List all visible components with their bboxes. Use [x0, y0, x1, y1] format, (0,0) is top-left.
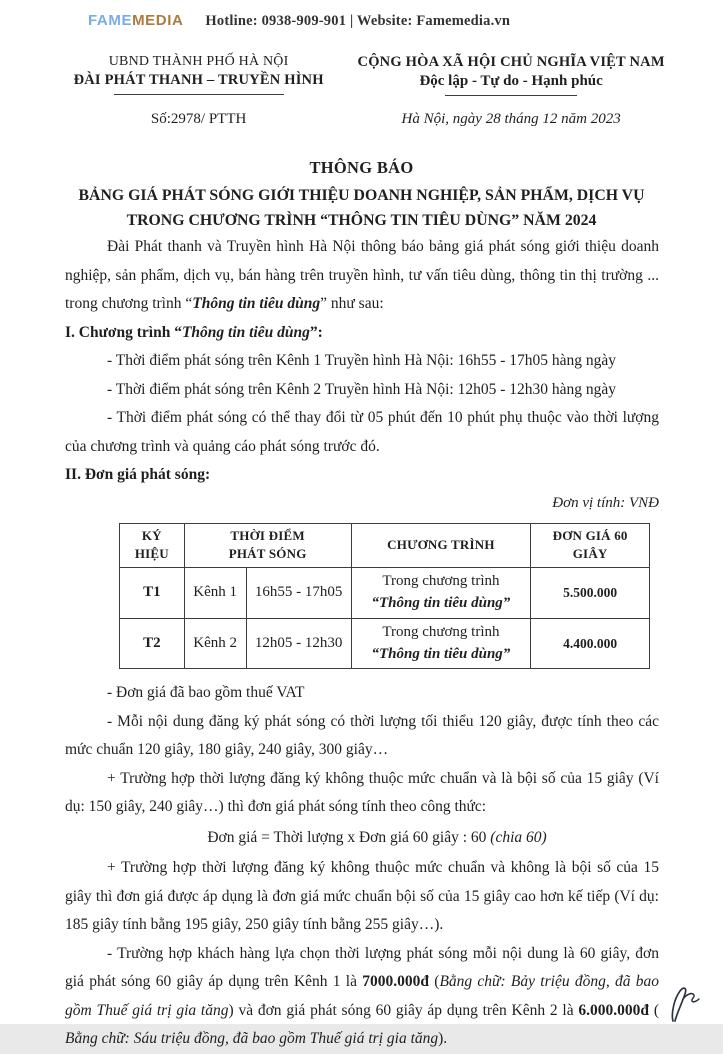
cell-program-t2-l2: “Thông tin tiêu dùng” [371, 645, 511, 662]
famemedia-logo [88, 12, 183, 29]
cell-code-t1: T1 [120, 568, 185, 619]
section2-heading: II. Đơn giá phát sóng: [65, 466, 211, 484]
cell-program-t1-l1: Trong chương trình [382, 573, 500, 590]
signature-mark [666, 984, 708, 1024]
note-vat: - Đơn giá đã bao gồm thuế VAT [107, 684, 305, 702]
org-parent: UBND THÀNH PHỐ HÀ NỘI [108, 54, 289, 69]
col-header-program: CHƯƠNG TRÌNH [351, 523, 531, 568]
schedule-item-note: - Thời điểm phát sóng có thể thay đổi từ 05 phút đến 10 phút phụ thuộc vào thời lượng của chương trình và quảng cáo phát sóng trước đó. [65, 409, 659, 455]
document-title [0, 158, 723, 233]
note-not-multiple-of-15: + Trường hợp thời lượng đăng ký không thuộc mức chuẩn và không là bội số của 15 giây thì đơn giá được áp dụng là đơn giá mức chuẩn bội số của 15 giây cao hơn kế tiếp (Ví dụ: 185 giây tính bằng 195 giây, 250 giây tính bằng 255 giây…). [65, 859, 659, 934]
col-header-broadcast-time [184, 523, 351, 568]
section1-heading-start: I. Chương trình “ [65, 323, 182, 341]
program-name-highlight: Thông tin tiêu dùng [192, 295, 321, 313]
cell-price-t2: 4.400.000 [531, 618, 650, 669]
letterhead [0, 54, 723, 128]
cell-program-t1-l2: “Thông tin tiêu dùng” [371, 595, 511, 612]
note-60s-pricing [65, 940, 659, 1054]
note-60s-words-channel2: Bằng chữ: Sáu triệu đồng, đã bao gồm Thuế giá trị gia tăng [65, 1030, 439, 1048]
col-header-broadcast-time-l1: THỜI ĐIỂM [230, 527, 305, 543]
currency-unit-note: Đơn vị tính: VNĐ [552, 495, 659, 511]
col-header-symbol: KÝ HIỆU [120, 523, 185, 568]
org-name: ĐÀI PHÁT THANH – TRUYỀN HÌNH [73, 72, 324, 88]
price-formula-main: Đơn giá = Thời lượng x Đơn giá 60 giây : 60 [207, 828, 491, 846]
title-subject [0, 184, 723, 233]
note-60s-price-channel1: 7000.000đ [362, 973, 429, 991]
col-header-broadcast-time-l2: PHÁT SÓNG [228, 546, 307, 562]
logo-text-media: MEDIA [132, 12, 184, 29]
price-table [119, 523, 650, 670]
title-line1: BẢNG GIÁ PHÁT SÓNG GIỚI THIỆU DOANH NGHIỆP, SẢN PHẨM, DỊCH VỤ [78, 187, 645, 205]
table-row-t1 [120, 568, 650, 619]
cell-program-t2 [351, 618, 531, 669]
col-header-price: ĐƠN GIÁ 60 GIÂY [531, 523, 650, 568]
note-60s-text2: ) và đơn giá phát sóng 60 giây áp dụng trên Kênh 2 là [228, 1001, 579, 1019]
cell-program-t2-l1: Trong chương trình [382, 623, 500, 640]
note-60s-price-channel2: 6.000.000đ [578, 1001, 650, 1019]
document-body [0, 233, 723, 1054]
title-label: THÔNG BÁO [309, 158, 414, 178]
note-60s-words-channel1: Bằng chữ: Bảy triệu đồng, đã bao gồm Thuế giá trị gia tăng [65, 973, 659, 1019]
price-formula [95, 824, 659, 853]
note-60s-paren1: ( [429, 973, 440, 991]
org-divider [114, 94, 284, 95]
intro-text: Đài Phát thanh và Truyền hình Hà Nội thông báo bảng giá phát sóng giới thiệu doanh nghiệp, sản phẩm, dịch vụ, bán hàng trên truyền hình, tư vấn tiêu dùng, thông tin thị trường ... trong chương trình “ [65, 238, 659, 313]
logo-text-fame: FAME [88, 12, 133, 29]
document-number: Số:2978/ PTTH [150, 111, 247, 128]
cell-time-t2: 12h05 - 12h30 [246, 618, 351, 669]
section1-heading-end: ”: [309, 323, 323, 341]
note-min-duration: - Mỗi nội dung đăng ký phát sóng có thời lượng tối thiểu 120 giây, được tính theo các mức chuẩn 120 giây, 180 giây, 240 giây, 300 giây… [65, 712, 659, 759]
section1-heading [65, 319, 659, 348]
title-line2: TRONG CHƯƠNG TRÌNH “THÔNG TIN TIÊU DÙNG” NĂM 2024 [126, 211, 597, 229]
note-multiple-of-15: + Trường hợp thời lượng đăng ký không thuộc mức chuẩn và là bội số của 15 giây (Ví dụ: 150 giây, 240 giây…) thì đơn giá phát sóng tính theo công thức: [65, 769, 659, 816]
contact-line: Hotline: 0938-909-901 | Website: Famemedia.vn [205, 13, 511, 29]
cell-channel-t2: Kênh 2 [184, 618, 246, 669]
national-motto-line1: CỘNG HÒA XÃ HỘI CHỦ NGHĨA VIỆT NAM [357, 54, 665, 70]
cell-channel-t1: Kênh 1 [184, 568, 246, 619]
price-formula-note: (chia 60) [490, 828, 547, 846]
cell-code-t2: T2 [120, 618, 185, 669]
cell-time-t1: 16h55 - 17h05 [246, 568, 351, 619]
cell-program-t1 [351, 568, 531, 619]
schedule-item-channel1: - Thời điểm phát sóng trên Kênh 1 Truyền hình Hà Nội: 16h55 - 17h05 hàng ngày [107, 352, 617, 370]
pricing-notes [65, 679, 659, 1054]
table-row-t2 [120, 618, 650, 669]
schedule-item-channel2: - Thời điểm phát sóng trên Kênh 2 Truyền hình Hà Nội: 12h05 - 12h30 hàng ngày [107, 380, 617, 398]
motto-divider [445, 95, 577, 96]
cell-price-t1: 5.500.000 [531, 568, 650, 619]
note-60s-text1: - Trường hợp khách hàng lựa chọn thời lượng phát sóng mỗi nội dung là 60 giây, đơn giá phát sóng 60 giây áp dụng trên Kênh 1 là [65, 944, 659, 991]
national-header-block [339, 54, 683, 128]
section1-heading-program: Thông tin tiêu dùng [181, 323, 310, 341]
national-motto-line2: Độc lập - Tự do - Hạnh phúc [419, 73, 603, 89]
place-dateline: Hà Nội, ngày 28 tháng 12 năm 2023 [401, 111, 621, 128]
note-60s-paren2: ( [649, 1001, 659, 1019]
issuing-org-block [58, 54, 339, 128]
letterhead-topbar [0, 0, 723, 30]
price-table-header-row [120, 523, 650, 568]
intro-paragraph [65, 233, 659, 319]
note-60s-text-end: ). [438, 1030, 448, 1048]
intro-text-end: ” như sau: [320, 295, 384, 313]
